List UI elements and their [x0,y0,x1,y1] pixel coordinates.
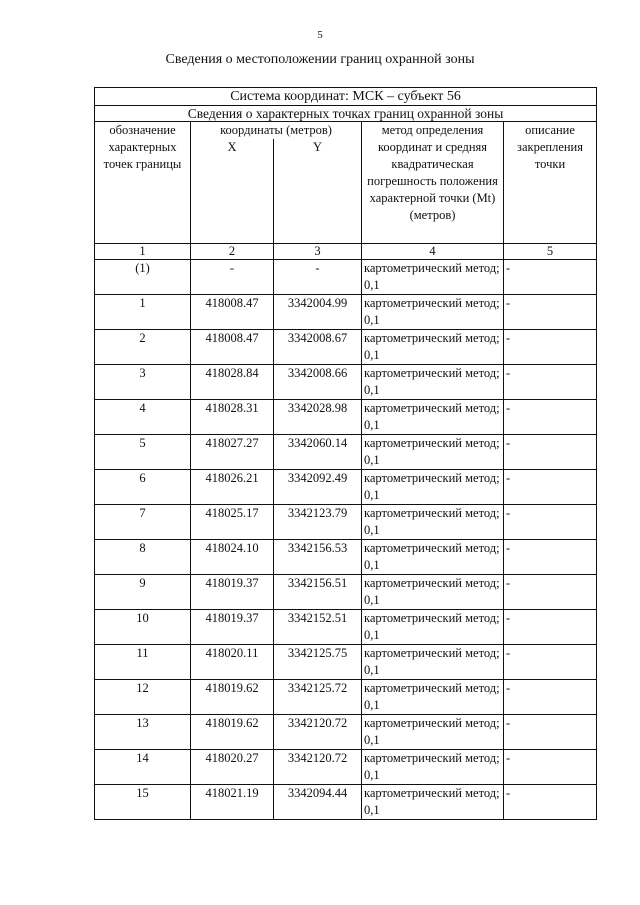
cell-point: 14 [95,750,191,785]
cell-method: картометрический метод; 0,1 [362,750,504,785]
column-number: 5 [504,244,597,260]
table-row [95,610,597,645]
cell-method: картометрический метод; 0,1 [362,505,504,540]
table-heading-row [95,106,597,122]
cell-point: 1 [95,295,191,330]
cell-x: 418027.27 [191,435,274,470]
cell-description: - [504,750,597,785]
table-heading: Сведения о характерных точках границ охранной зоны [95,106,597,122]
cell-method: картометрический метод; 0,1 [362,400,504,435]
cell-method: картометрический метод; 0,1 [362,540,504,575]
cell-description: - [504,435,597,470]
cell-method: картометрический метод; 0,1 [362,680,504,715]
cell-y: 3342123.79 [274,505,362,540]
cell-point: (1) [95,260,191,295]
cell-point: 11 [95,645,191,680]
cell-point: 3 [95,365,191,400]
cell-point: 9 [95,575,191,610]
header-x: X [191,139,274,244]
cell-method: картометрический метод; 0,1 [362,470,504,505]
cell-description: - [504,540,597,575]
cell-x: 418008.47 [191,295,274,330]
table-row [95,435,597,470]
cell-method: картометрический метод; 0,1 [362,610,504,645]
cell-method: картометрический метод; 0,1 [362,330,504,365]
cell-x: 418025.17 [191,505,274,540]
cell-point: 10 [95,610,191,645]
cell-y: 3342152.51 [274,610,362,645]
header-point: обозначение характерных точек границы [95,122,191,244]
cell-x: - [191,260,274,295]
cell-y: 3342120.72 [274,715,362,750]
cell-x: 418028.31 [191,400,274,435]
table-row [95,540,597,575]
cell-y: 3342125.75 [274,645,362,680]
cell-method: картометрический метод; 0,1 [362,435,504,470]
cell-x: 418024.10 [191,540,274,575]
cell-x: 418020.27 [191,750,274,785]
cell-point: 2 [95,330,191,365]
cell-y: 3342008.66 [274,365,362,400]
table-row [95,645,597,680]
cell-description: - [504,505,597,540]
cell-y: 3342156.53 [274,540,362,575]
cell-method: картометрический метод; 0,1 [362,715,504,750]
cell-point: 8 [95,540,191,575]
cell-y: 3342125.72 [274,680,362,715]
column-number: 3 [274,244,362,260]
cell-description: - [504,785,597,820]
cell-x: 418008.47 [191,330,274,365]
coordinate-system-row [95,88,597,106]
header-row [95,122,597,140]
cell-description: - [504,400,597,435]
cell-x: 418028.84 [191,365,274,400]
table-row [95,575,597,610]
cell-x: 418020.11 [191,645,274,680]
cell-x: 418019.62 [191,680,274,715]
cell-y: 3342008.67 [274,330,362,365]
cell-description: - [504,365,597,400]
column-number: 1 [95,244,191,260]
cell-point: 13 [95,715,191,750]
cell-description: - [504,260,597,295]
table-row [95,400,597,435]
header-method: метод определения координат и средняя квадратическая погрешность положения характерной точки (Mt) (метров) [362,122,504,244]
cell-method: картометрический метод; 0,1 [362,365,504,400]
cell-x: 418019.37 [191,610,274,645]
cell-x: 418019.37 [191,575,274,610]
cell-y: 3342028.98 [274,400,362,435]
header-coords: координаты (метров) [191,122,362,140]
cell-y: 3342092.49 [274,470,362,505]
table-row [95,715,597,750]
cell-point: 4 [95,400,191,435]
column-number: 2 [191,244,274,260]
header-description: описание закрепления точки [504,122,597,244]
cell-description: - [504,645,597,680]
cell-y: - [274,260,362,295]
table-row [95,470,597,505]
cell-description: - [504,295,597,330]
cell-y: 3342060.14 [274,435,362,470]
cell-method: картометрический метод; 0,1 [362,575,504,610]
table-row [95,260,597,295]
cell-description: - [504,610,597,645]
table-row [95,785,597,820]
cell-description: - [504,470,597,505]
cell-point: 6 [95,470,191,505]
cell-y: 3342094.44 [274,785,362,820]
cell-description: - [504,680,597,715]
cell-point: 15 [95,785,191,820]
cell-method: картометрический метод; 0,1 [362,785,504,820]
coordinate-system-label: Система координат: МСК – субъект 56 [95,88,597,106]
table-row [95,505,597,540]
page-title: Сведения о местоположении границ охранной зоны [165,52,475,67]
coordinates-table [94,87,597,820]
column-number: 4 [362,244,504,260]
cell-y: 3342120.72 [274,750,362,785]
cell-x: 418019.62 [191,715,274,750]
cell-point: 5 [95,435,191,470]
column-numbers-row [95,244,597,260]
cell-method: картометрический метод; 0,1 [362,260,504,295]
cell-x: 418026.21 [191,470,274,505]
cell-y: 3342004.99 [274,295,362,330]
header-y: Y [274,139,362,244]
cell-point: 12 [95,680,191,715]
cell-x: 418021.19 [191,785,274,820]
cell-description: - [504,715,597,750]
cell-description: - [504,330,597,365]
cell-point: 7 [95,505,191,540]
cell-method: картометрический метод; 0,1 [362,295,504,330]
table-row [95,330,597,365]
cell-y: 3342156.51 [274,575,362,610]
table-row [95,365,597,400]
cell-method: картометрический метод; 0,1 [362,645,504,680]
page-number: 5 [317,29,323,41]
cell-description: - [504,575,597,610]
table-row [95,680,597,715]
table-row [95,295,597,330]
table-row [95,750,597,785]
